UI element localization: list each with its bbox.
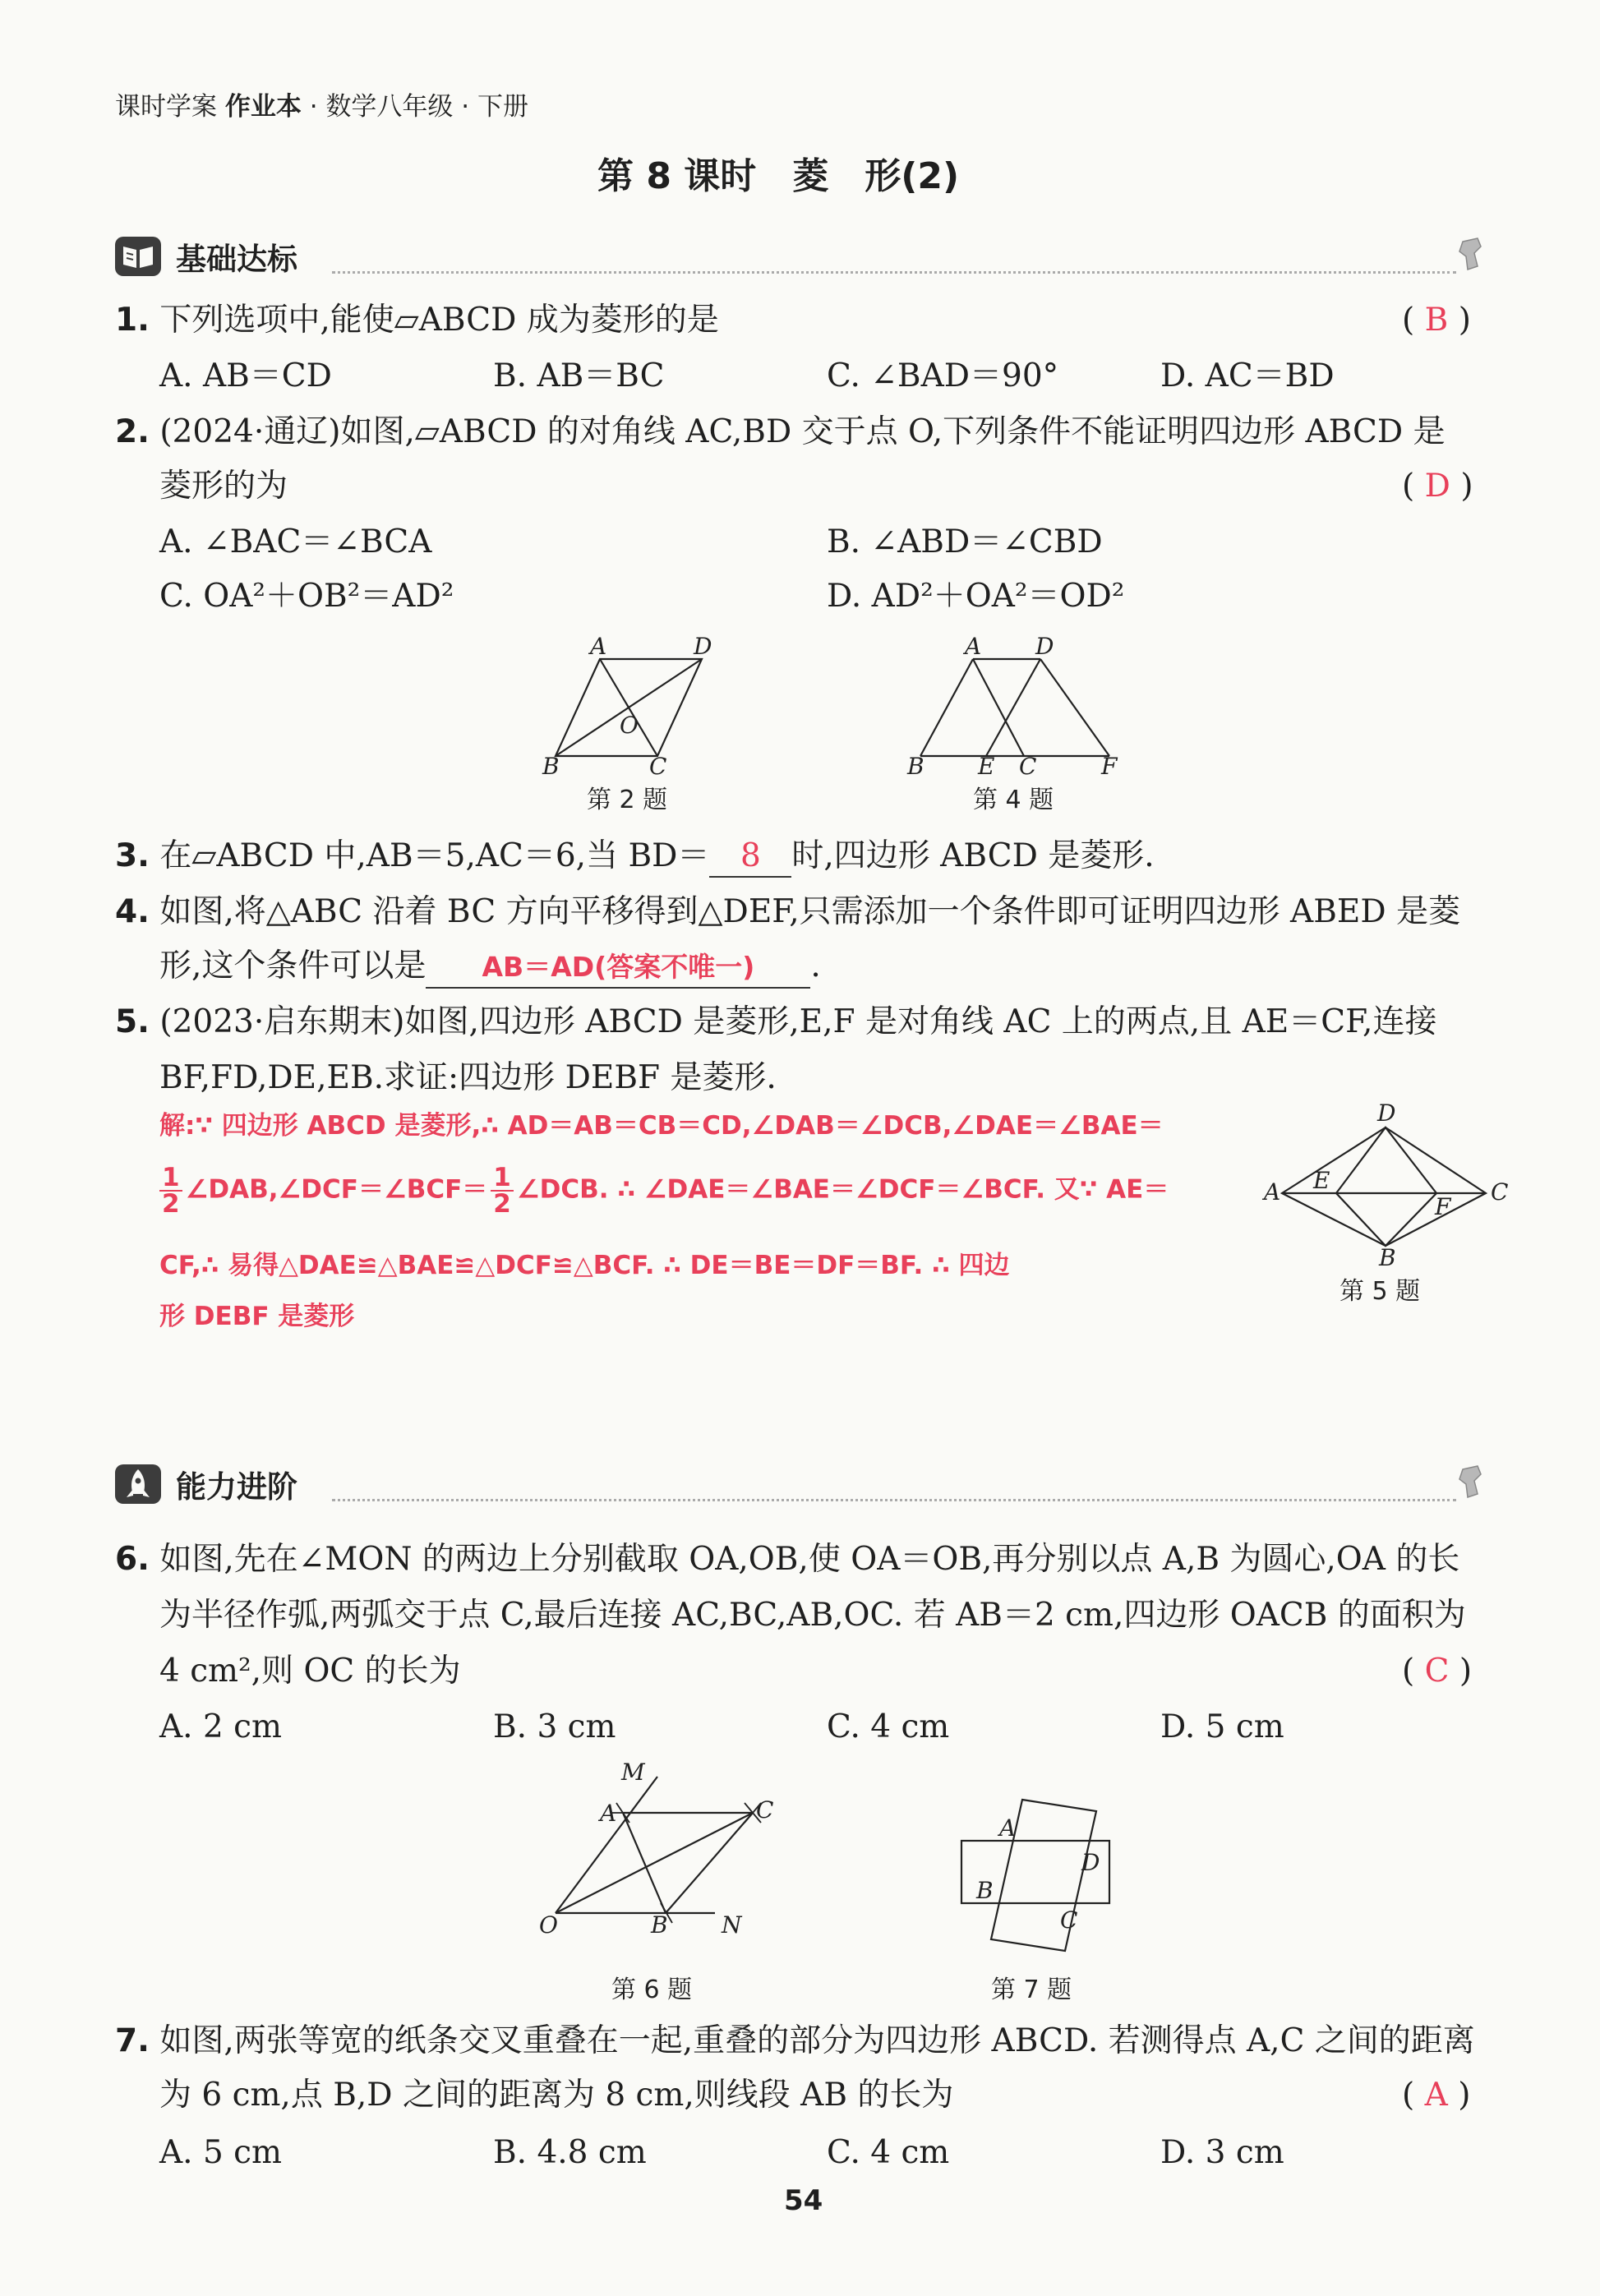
label-c: C xyxy=(1019,753,1037,779)
fraction-half xyxy=(159,1163,182,1219)
paren-open: ( xyxy=(1402,302,1415,339)
header-book: 作业本 xyxy=(224,92,302,122)
paren-close: ) xyxy=(1460,468,1473,505)
header-dot: · xyxy=(309,92,318,122)
answer-2: D xyxy=(1424,468,1450,505)
option-b: B. 3 cm xyxy=(493,1708,616,1745)
option-c: C. 4 cm xyxy=(827,2134,950,2171)
solution-text: ∠DCB. ∴ ∠DAE＝∠BAE＝∠DCF＝∠BCF. 又∵ AE＝ xyxy=(516,1174,1169,1205)
question-number: 2. xyxy=(115,413,150,450)
question-stem-end: . xyxy=(810,947,821,984)
question-4 xyxy=(115,892,1460,932)
question-stem: 在▱ABCD 中,AB＝5,AC＝6,当 BD＝ xyxy=(159,837,710,874)
label-f: F xyxy=(1101,753,1118,779)
running-header xyxy=(115,85,528,122)
answer-4: AB＝AD(答案不唯一) xyxy=(426,947,810,989)
header-subject: 数学八年级 xyxy=(325,92,454,122)
option-d: D. AD²＋OA²＝OD² xyxy=(827,578,1125,615)
fraction-denominator: 2 xyxy=(162,1189,180,1219)
figure-6-caption: 第 6 题 xyxy=(611,1976,693,2004)
question-number: 3. xyxy=(115,837,150,874)
question-stem: 如图,两张等宽的纸条交叉重叠在一起,重叠的部分为四边形 ABCD. 若测得点 A,C 之间的距离 xyxy=(159,2022,1475,2059)
figure-5-caption: 第 5 题 xyxy=(1339,1277,1421,1306)
figure-5 xyxy=(1256,1103,1510,1267)
figure-2 xyxy=(526,631,723,779)
question-2-line2: 菱形的为 xyxy=(159,468,288,505)
label-c: C xyxy=(1060,1906,1078,1934)
paren-close: ) xyxy=(1459,1653,1473,1690)
label-d: D xyxy=(694,633,712,660)
solution-line-1: 解:∵ 四边形 ABCD 是菱形,∴ AD＝AB＝CB＝CD,∠DAB＝∠DCB,∠DAE＝∠BAE＝ xyxy=(159,1111,1164,1141)
figure-4-caption: 第 4 题 xyxy=(973,786,1054,814)
section-divider xyxy=(332,271,1456,274)
answer-bracket-2 xyxy=(1402,467,1473,506)
label-e: E xyxy=(978,753,995,779)
option-c: C. 4 cm xyxy=(827,1708,950,1745)
answer-bracket-7 xyxy=(1402,2076,1470,2115)
answer-bracket-6 xyxy=(1402,1652,1472,1691)
label-c: C xyxy=(1491,1178,1509,1206)
paren-open: ( xyxy=(1402,468,1415,505)
question-stem: (2024·通辽)如图,▱ABCD 的对角线 AC,BD 交于点 O,下列条件不能证明四边形 ABCD 是 xyxy=(159,413,1446,450)
label-a: A xyxy=(999,1814,1017,1842)
ray-om xyxy=(556,1777,657,1913)
section-title-basic: 基础达标 xyxy=(176,242,297,277)
question-2 xyxy=(115,413,1446,452)
paren-open: ( xyxy=(1402,2077,1415,2114)
figure-2-caption: 第 2 题 xyxy=(587,786,668,814)
question-number: 1. xyxy=(115,302,150,339)
answer-7: A xyxy=(1424,2077,1448,2114)
book-icon xyxy=(115,237,161,276)
label-a: A xyxy=(965,633,982,660)
answer-1: B xyxy=(1424,302,1449,339)
question-4-line2 xyxy=(159,947,821,989)
question-stem: 下列选项中,能使▱ABCD 成为菱形的是 xyxy=(159,302,719,339)
paren-close: ) xyxy=(1458,2077,1471,2114)
header-volume: 下册 xyxy=(477,92,529,122)
option-a: A. AB＝CD xyxy=(159,357,332,394)
option-d: D. AC＝BD xyxy=(1160,357,1335,394)
question-7 xyxy=(115,2022,1475,2061)
label-d: D xyxy=(1035,633,1054,660)
question-number: 5. xyxy=(115,1003,150,1040)
header-series: 课时学案 xyxy=(115,92,217,122)
pushpin-icon xyxy=(1456,1464,1489,1505)
question-1 xyxy=(115,301,719,340)
question-5-line2: BF,FD,DE,EB.求证:四边形 DEBF 是菱形. xyxy=(159,1059,777,1096)
option-a: A. 2 cm xyxy=(159,1708,282,1745)
label-c: C xyxy=(756,1796,774,1823)
label-c: C xyxy=(649,753,667,779)
paren-close: ) xyxy=(1458,302,1471,339)
label-e: E xyxy=(1313,1167,1330,1194)
solution-text: ∠DAB,∠DCF＝∠BCF＝ xyxy=(185,1174,488,1205)
label-b: B xyxy=(1379,1244,1396,1267)
solution-line-3: CF,∴ 易得△DAE≌△BAE≌△DCF≌△BCF. ∴ DE＝BE＝DF＝BF. ∴ 四边 xyxy=(159,1251,1010,1280)
label-m: M xyxy=(621,1759,645,1786)
figure-6 xyxy=(526,1755,789,1936)
page-title: 第 8 课时 菱 形(2) xyxy=(597,155,960,197)
solution-line-2 xyxy=(159,1163,1169,1219)
question-number: 4. xyxy=(115,893,150,930)
label-f: F xyxy=(1435,1193,1451,1220)
page-number: 54 xyxy=(784,2184,823,2217)
label-b: B xyxy=(907,753,924,779)
label-a: A xyxy=(1264,1178,1281,1206)
fraction-half xyxy=(491,1163,514,1219)
question-3 xyxy=(115,837,1155,878)
pushpin-icon xyxy=(1456,237,1489,278)
option-d: D. 3 cm xyxy=(1160,2134,1284,2171)
label-b: B xyxy=(651,1911,668,1936)
figure-7 xyxy=(937,1790,1134,1954)
question-number: 6. xyxy=(115,1541,150,1578)
option-c: C. OA²＋OB²＝AD² xyxy=(159,578,454,615)
fraction-denominator: 2 xyxy=(493,1189,511,1219)
option-b: B. AB＝BC xyxy=(493,357,665,394)
figure-4 xyxy=(896,631,1126,779)
option-c: C. ∠BAD＝90° xyxy=(827,357,1059,394)
question-6 xyxy=(115,1540,1459,1579)
option-b: B. ∠ABD＝∠CBD xyxy=(827,523,1103,560)
label-d: D xyxy=(1377,1103,1396,1127)
label-a: A xyxy=(590,633,607,660)
solution-line-4: 形 DEBF 是菱形 xyxy=(159,1302,355,1331)
section-divider xyxy=(332,1499,1456,1501)
question-6-line2: 为半径作弧,两弧交于点 C,最后连接 AC,BC,AB,OC. 若 AB＝2 cm,四边形 OACB 的面积为 xyxy=(159,1597,1466,1634)
label-o: O xyxy=(539,1911,558,1936)
label-a: A xyxy=(600,1800,617,1827)
question-5 xyxy=(115,1003,1436,1042)
header-dot: · xyxy=(461,92,470,122)
fraction-numerator: 1 xyxy=(159,1165,182,1192)
option-a: A. 5 cm xyxy=(159,2134,282,2171)
question-stem: 形,这个条件可以是 xyxy=(159,947,427,984)
rocket-icon xyxy=(115,1464,161,1504)
figure-7-caption: 第 7 题 xyxy=(991,1976,1072,2004)
question-6-line3: 4 cm²,则 OC 的长为 xyxy=(159,1653,461,1690)
section-title-advanced: 能力进阶 xyxy=(176,1469,297,1505)
question-number: 7. xyxy=(115,2022,150,2059)
answer-bracket-1 xyxy=(1402,301,1471,340)
option-a: A. ∠BAC＝∠BCA xyxy=(159,523,432,560)
option-d: D. 5 cm xyxy=(1160,1708,1284,1745)
label-d: D xyxy=(1081,1849,1100,1876)
question-stem: (2023·启东期末)如图,四边形 ABCD 是菱形,E,F 是对角线 AC 上的两点,且 AE＝CF,连接 xyxy=(159,1003,1437,1040)
label-b: B xyxy=(976,1877,994,1904)
paren-open: ( xyxy=(1402,1653,1415,1690)
fraction-numerator: 1 xyxy=(491,1165,514,1192)
label-b: B xyxy=(542,753,560,779)
question-stem: 如图,先在∠MON 的两边上分别截取 OA,OB,使 OA＝OB,再分别以点 A,B 为圆心,OA 的长 xyxy=(159,1541,1460,1578)
answer-6: C xyxy=(1424,1653,1450,1690)
question-7-line2: 为 6 cm,点 B,D 之间的距离为 8 cm,则线段 AB 的长为 xyxy=(159,2077,954,2114)
label-o: O xyxy=(620,712,639,739)
question-stem: 如图,将△ABC 沿着 BC 方向平移得到△DEF,只需添加一个条件即可证明四边形 ABED 是菱 xyxy=(159,893,1461,930)
question-stem-end: 时,四边形 ABCD 是菱形. xyxy=(791,837,1155,874)
option-b: B. 4.8 cm xyxy=(493,2134,647,2171)
answer-3: 8 xyxy=(709,837,791,878)
label-n: N xyxy=(722,1911,742,1936)
